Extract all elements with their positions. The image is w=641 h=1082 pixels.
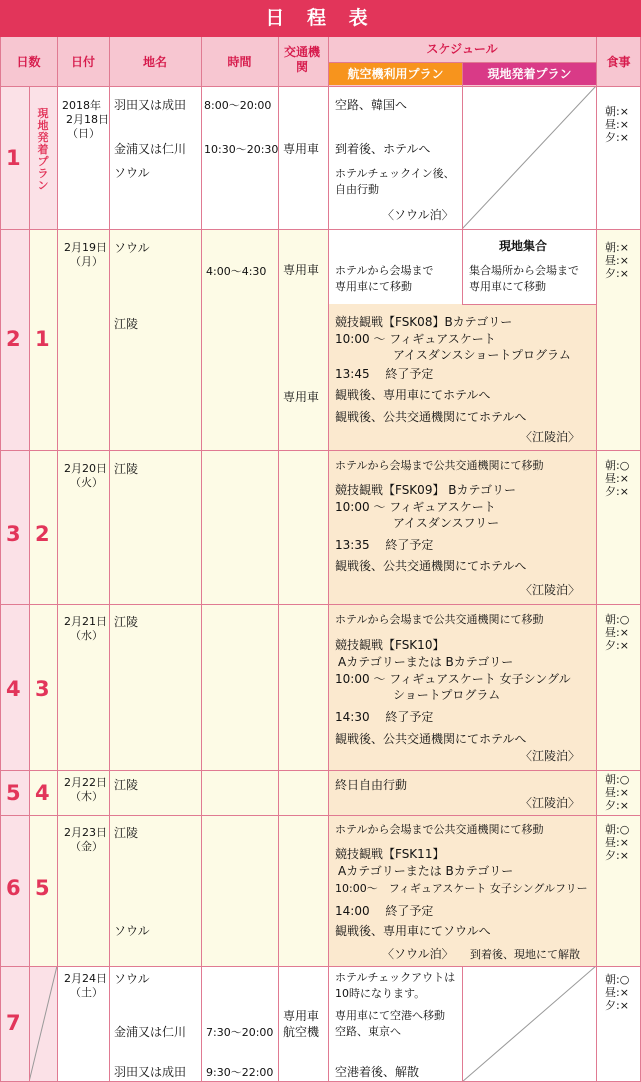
meal-breakfast: 朝:× (605, 105, 629, 118)
schedule-text: アイスダンスフリー (393, 516, 500, 530)
plan-air-label: 航空機利用プラン (347, 67, 444, 81)
grid-line (0, 966, 641, 967)
meal-breakfast: 朝:○ (605, 773, 630, 786)
grid-line (328, 37, 329, 1082)
row-place: 羽田又は成田 (114, 98, 187, 112)
meal-breakfast: 朝:× (605, 241, 629, 254)
schedule-text: 専用車にて空港へ移動 (335, 1009, 445, 1022)
plan-local-label: 現地発着プラン (487, 67, 572, 81)
meal-lunch: 昼:× (605, 786, 629, 799)
header-place: 地名 (142, 55, 167, 69)
schedule-text: 観戦後、公共交通機関にてホテルへ (335, 410, 527, 424)
local-day-number: 2 (35, 522, 50, 546)
schedule-text: 観戦後、専用車にてホテルへ (335, 388, 491, 402)
stay-label: 〈江陵泊〉 (520, 583, 581, 597)
local-day-number: 5 (35, 876, 50, 900)
stay-label: 〈江陵泊〉 (520, 430, 581, 444)
row-place: ソウル (114, 924, 150, 938)
schedule-text: 14:00 終了予定 (335, 904, 434, 918)
schedule-text: 到着後、現地にて解散 (470, 948, 580, 961)
row-place: ソウル (114, 241, 150, 255)
schedule-text: Aカテゴリーまたは Bカテゴリー (338, 864, 514, 878)
grid-line (0, 770, 641, 771)
meal-dinner: 夕:× (605, 267, 629, 280)
schedule-text: Aカテゴリーまたは Bカテゴリー (338, 655, 514, 669)
schedule-text: 競技観戦【FSK09】 Bカテゴリー (335, 483, 517, 497)
row-place: 江陵 (114, 462, 139, 476)
row-transport: 専用車 (283, 390, 320, 404)
row-date: （水） (70, 629, 103, 642)
grid-line (0, 37, 1, 1082)
schedule-text: ホテルから会場まで公共交通機関にて移動 (335, 823, 544, 836)
schedule-text: 集合場所から会場まで (469, 264, 579, 277)
meal-lunch: 昼:× (605, 836, 629, 849)
day-number: 5 (6, 781, 21, 805)
row-time: 4:00〜4:30 (206, 265, 267, 278)
row-time: 9:30〜22:00 (206, 1066, 274, 1079)
row-time: 10:30〜20:30 (204, 143, 279, 156)
row-date: （月） (70, 255, 103, 268)
row-date: （火） (70, 476, 103, 489)
schedule-text: 自由行動 (335, 183, 379, 196)
header-meals: 食事 (606, 55, 631, 69)
schedule-text: ショートプログラム (393, 688, 501, 702)
header-transport: 交通機関 (283, 45, 320, 74)
row-date: 2月24日 (64, 972, 107, 985)
grid-line (462, 304, 596, 305)
row-place: ソウル (114, 972, 150, 986)
row-place: 金浦又は仁川 (114, 142, 187, 156)
schedule-text: 10:00 〜 フィギュアスケート (335, 332, 496, 346)
grid-line (596, 37, 597, 1082)
local-day-number: 3 (35, 677, 50, 701)
schedule-text: 観戦後、公共交通機関にてホテルへ (335, 559, 527, 573)
schedule-text: 到着後、ホテルへ (335, 142, 431, 156)
schedule-text: 14:30 終了予定 (335, 710, 434, 724)
schedule-text: 観戦後、専用車にてソウルへ (335, 924, 491, 938)
schedule-text: 空港着後、解散 (335, 1065, 420, 1079)
row-date: 2月20日 (64, 462, 107, 475)
meal-breakfast: 朝:○ (605, 823, 630, 836)
meal-breakfast: 朝:○ (605, 973, 630, 986)
row-date: 2月18日 (66, 113, 109, 126)
row-date: （木） (70, 790, 103, 803)
row-transport: 航空機 (283, 1025, 320, 1039)
schedule-text: 競技観戦【FSK10】 (335, 638, 445, 652)
meal-dinner: 夕:× (605, 639, 629, 652)
schedule-text: 終日自由行動 (335, 778, 408, 792)
meal-lunch: 昼:× (605, 472, 629, 485)
schedule-text: 競技観戦【FSK11】 (335, 847, 445, 861)
row-place: 江陵 (114, 317, 139, 331)
day-number: 3 (6, 522, 21, 546)
schedule-text: ホテルから会場まで (335, 264, 434, 277)
diagonal-slash (462, 966, 596, 1082)
row-date: 2月22日 (64, 776, 107, 789)
grid-line (0, 604, 641, 605)
grid-line (0, 86, 641, 87)
row-place: 金浦又は仁川 (114, 1025, 187, 1039)
row-place: ソウル (114, 166, 150, 180)
local-plan-vertical-label: 現地発着プラン (37, 107, 49, 192)
row-transport: 専用車 (283, 1009, 320, 1023)
grid-line (29, 86, 30, 1082)
row-date: 2月21日 (64, 615, 107, 628)
stay-label: 〈ソウル泊〉 (382, 208, 454, 222)
schedule-text: 空路、東京へ (335, 1025, 401, 1038)
day-number: 2 (6, 327, 21, 351)
meal-lunch: 昼:× (605, 986, 629, 999)
row-date: 2月19日 (64, 241, 107, 254)
schedule-text: ホテルから会場まで公共交通機関にて移動 (335, 459, 544, 472)
row-place: 江陵 (114, 826, 139, 840)
row-time: 8:00〜20:00 (204, 99, 272, 112)
meal-dinner: 夕:× (605, 999, 629, 1012)
header-schedule: スケジュール (426, 42, 498, 56)
schedule-text: ホテルチェックアウトは (335, 971, 456, 984)
local-day-number: 4 (35, 781, 50, 805)
schedule-text: 現地集合 (499, 239, 548, 253)
meal-dinner: 夕:× (605, 799, 629, 812)
schedule-text: 観戦後、公共交通機関にてホテルへ (335, 732, 527, 746)
diagonal-slash (462, 86, 596, 229)
stay-label: 〈江陵泊〉 (520, 749, 581, 763)
header-days: 日数 (16, 55, 41, 69)
page-title: 日 程 表 (0, 0, 641, 37)
meal-dinner: 夕:× (605, 131, 629, 144)
grid-line (462, 229, 463, 304)
schedule-text: 専用車にて移動 (335, 280, 412, 293)
row-place: 江陵 (114, 778, 139, 792)
grid-line (0, 450, 641, 451)
grid-line (462, 62, 463, 229)
row-date: 2018年 (62, 99, 101, 112)
meal-lunch: 昼:× (605, 118, 629, 131)
stay-label: 〈江陵泊〉 (520, 796, 581, 810)
meal-breakfast: 朝:○ (605, 613, 630, 626)
meal-lunch: 昼:× (605, 254, 629, 267)
grid-line (0, 815, 641, 816)
schedule-text: 13:35 終了予定 (335, 538, 434, 552)
grid-line (462, 966, 463, 1082)
grid-line (57, 37, 58, 1082)
row-date: （土） (70, 986, 103, 999)
schedule-text: 10:00 〜 フィギュアスケート 女子シングル (335, 672, 571, 686)
day-number: 4 (6, 677, 21, 701)
schedule-text: 競技観戦【FSK08】Bカテゴリー (335, 315, 513, 329)
row-transport: 専用車 (283, 142, 320, 156)
grid-line (109, 37, 110, 1082)
schedule-text: 10:00〜 フィギュアスケート 女子シングルフリー (335, 882, 588, 895)
row-place: 羽田又は成田 (114, 1065, 187, 1079)
meal-lunch: 昼:× (605, 626, 629, 639)
stay-label: 〈ソウル泊〉 (382, 947, 454, 961)
header-time: 時間 (227, 55, 252, 69)
day-number: 6 (6, 876, 21, 900)
row-transport: 専用車 (283, 263, 320, 277)
row-place: 江陵 (114, 615, 139, 629)
day-number: 7 (6, 1011, 21, 1035)
row-date: （金） (70, 840, 103, 853)
row-date: 2月23日 (64, 826, 107, 839)
header-date: 日付 (70, 55, 95, 69)
row-date: （日） (67, 127, 100, 140)
meal-dinner: 夕:× (605, 485, 629, 498)
schedule-text: 13:45 終了予定 (335, 367, 434, 381)
grid-line (278, 37, 279, 1082)
row-time: 7:30〜20:00 (206, 1026, 274, 1039)
schedule-text: ホテルチェックイン後、 (335, 167, 455, 180)
schedule-text: ホテルから会場まで公共交通機関にて移動 (335, 613, 544, 626)
meal-breakfast: 朝:○ (605, 459, 630, 472)
schedule-text: 専用車にて移動 (469, 280, 546, 293)
day-number: 1 (6, 146, 21, 170)
schedule-text: 10時になります。 (335, 987, 426, 1000)
schedule-text: 10:00 〜 フィギュアスケート (335, 500, 496, 514)
diagonal-slash (29, 966, 57, 1082)
grid-line (201, 37, 202, 1082)
grid-line (0, 229, 641, 230)
schedule-text: 空路、韓国へ (335, 98, 408, 112)
local-day-number: 1 (35, 327, 50, 351)
schedule-text: アイスダンスショートプログラム (393, 348, 571, 362)
meal-dinner: 夕:× (605, 849, 629, 862)
